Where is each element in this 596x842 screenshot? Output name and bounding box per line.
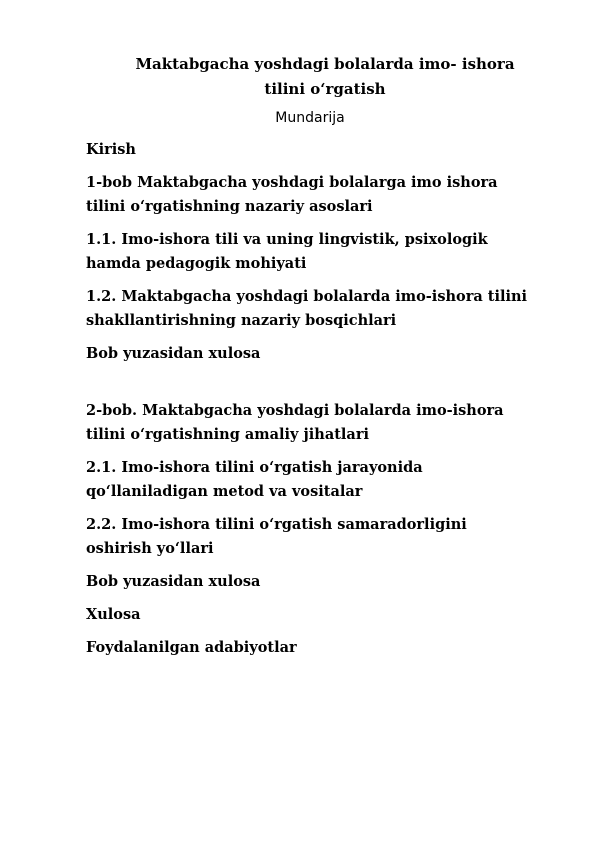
toc-item-references: Foydalanilgan adabiyotlar [86, 639, 297, 656]
toc-item-chapter-2: 2-bob. Maktabgacha yoshdagi bolalarda imo-ishora tilini o‘rgatishning amaliy jihatlari [86, 402, 504, 443]
toc-item-section-1-2: 1.2. Maktabgacha yoshdagi bolalarda imo-ishora tilini shakllantirishning nazariy bosqichlari [86, 288, 528, 329]
toc-item-introduction: Kirish [86, 141, 136, 158]
toc-item-chapter-1: 1-bob Maktabgacha yoshdagi bolalarga imo ishora tilini o‘rgatishning nazariy asoslari [86, 174, 498, 215]
table-of-contents [86, 138, 534, 660]
contents-heading: Mundarija [275, 110, 345, 126]
document-title: Maktabgacha yoshdagi bolalarda imo- ishora tilini o‘rgatish [135, 55, 515, 98]
toc-item-conclusion: Xulosa [86, 606, 141, 623]
toc-item-section-1-1: 1.1. Imo-ishora tili va uning lingvistik, psixologik hamda pedagogik mohiyati [86, 231, 488, 272]
toc-item-chapter-1-conclusion: Bob yuzasidan xulosa [86, 345, 261, 362]
toc-item-section-2-2: 2.2. Imo-ishora tilini o‘rgatish samaradorligini oshirish yo‘llari [86, 516, 467, 557]
toc-item-section-2-1: 2.1. Imo-ishora tilini o‘rgatish jarayonida qo‘llaniladigan metod va vositalar [86, 459, 423, 500]
toc-item-chapter-2-conclusion: Bob yuzasidan xulosa [86, 573, 261, 590]
